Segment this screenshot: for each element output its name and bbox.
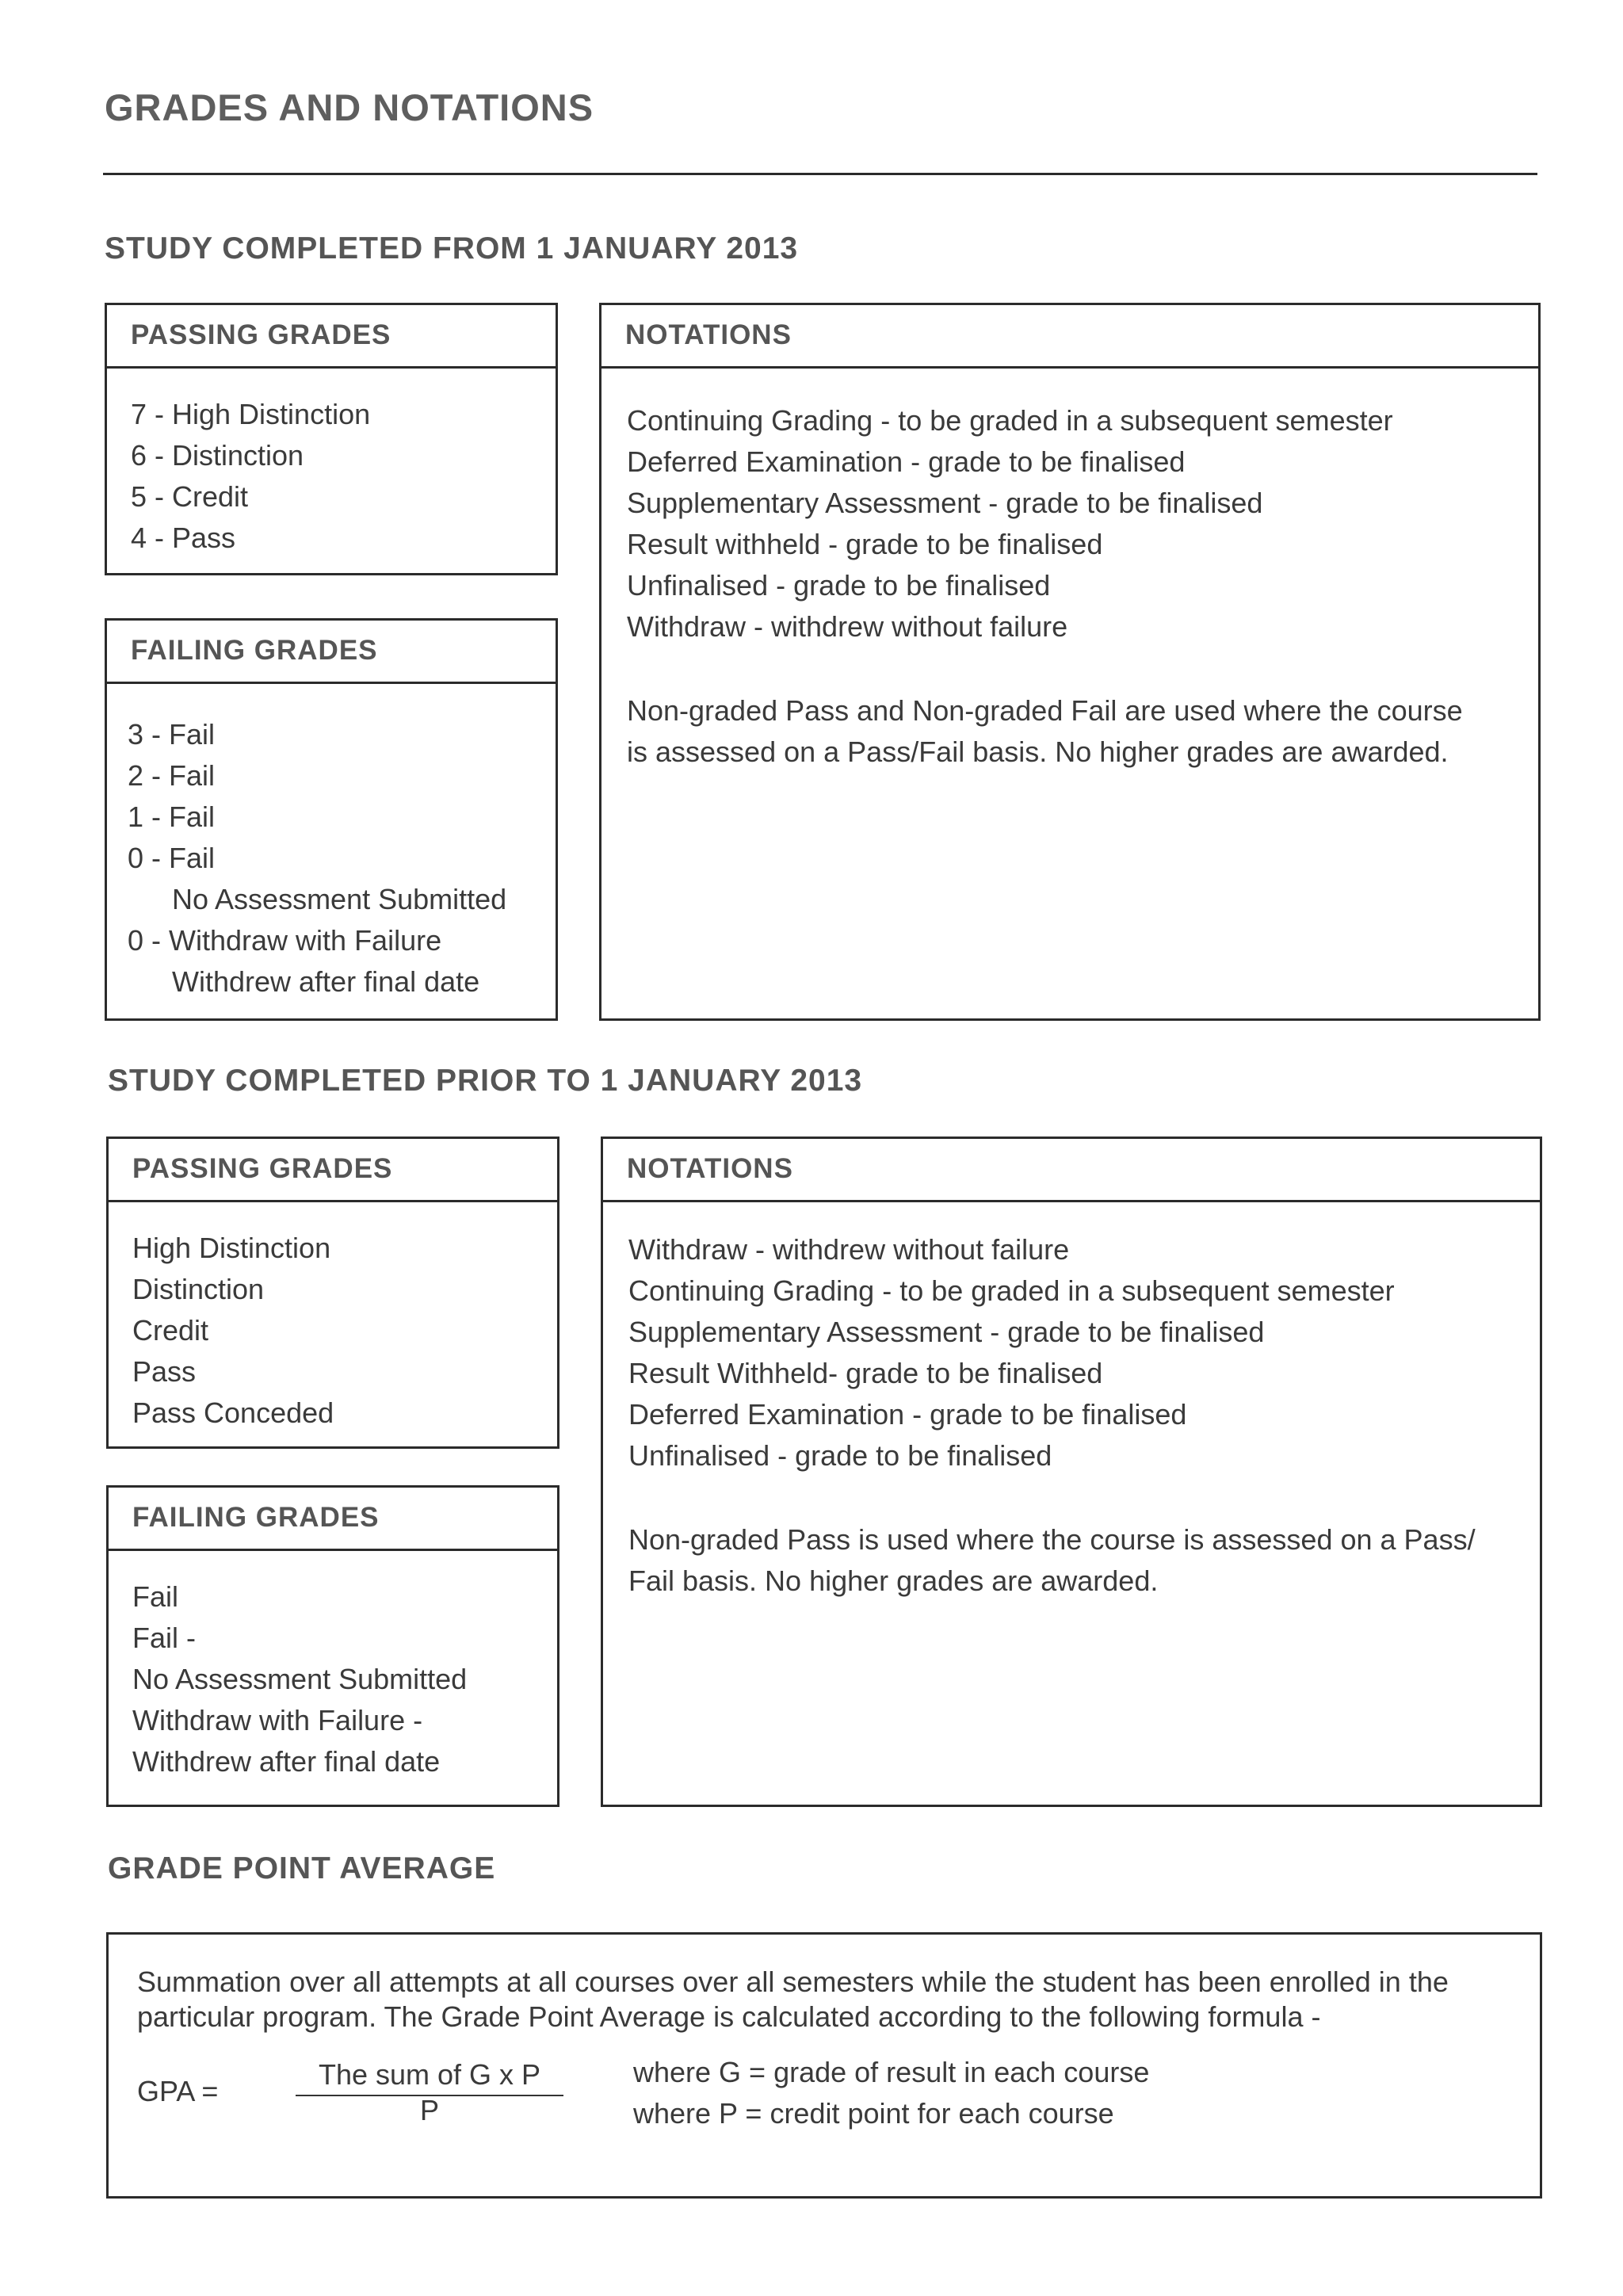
- failing-grades-list: [132, 1576, 467, 1782]
- list-item: 0 - Fail: [128, 842, 216, 874]
- notations-header: NOTATIONS: [601, 305, 1538, 369]
- list-item: 3 - Fail: [128, 718, 216, 751]
- notations-list: [628, 1229, 1395, 1477]
- list-item: Pass Conceded: [132, 1396, 334, 1429]
- note-line: Fail basis. No higher grades are awarded.: [628, 1564, 1159, 1597]
- section-heading-pre-2013: STUDY COMPLETED PRIOR TO 1 JANUARY 2013: [108, 1064, 863, 1098]
- failing-grades-header: FAILING GRADES: [107, 621, 556, 684]
- note-line: is assessed on a Pass/Fail basis. No higher grades are awarded.: [627, 735, 1449, 768]
- list-item: Result Withheld- grade to be finalised: [628, 1357, 1103, 1389]
- list-item: Continuing Grading - to be graded in a subsequent semester: [627, 404, 1393, 437]
- list-item: No Assessment Submitted: [172, 883, 507, 915]
- page-title: GRADES AND NOTATIONS: [105, 86, 594, 128]
- list-item: Withdraw - withdrew without failure: [628, 1233, 1070, 1266]
- notations-box-pre-2013: [601, 1137, 1542, 1807]
- gpa-definitions: [633, 2052, 1149, 2134]
- gpa-description: [137, 1965, 1532, 2034]
- list-item: Unfinalised - grade to be finalised: [627, 569, 1051, 602]
- list-item: Unfinalised - grade to be finalised: [628, 1439, 1052, 1472]
- gpa-desc-line: Summation over all attempts at all courses over all semesters while the student has been enrolled in the: [137, 1966, 1449, 1998]
- section-heading-2013-onward: STUDY COMPLETED FROM 1 JANUARY 2013: [105, 231, 799, 266]
- gpa-numerator: The sum of G x P: [318, 2058, 541, 2091]
- passing-grades-header: PASSING GRADES: [107, 305, 556, 369]
- note-line: Non-graded Pass and Non-graded Fail are used where the course: [627, 694, 1463, 727]
- notations-list: [627, 400, 1393, 648]
- gpa-where-g: where G = grade of result in each course: [633, 2056, 1150, 2088]
- title-divider: [103, 173, 1537, 175]
- failing-grades-box-2013: [105, 618, 558, 1021]
- non-graded-note: [628, 1519, 1524, 1602]
- list-item: 2 - Fail: [128, 759, 216, 792]
- notations-box-2013: [599, 303, 1541, 1021]
- list-item: Pass: [132, 1355, 197, 1388]
- list-item: 5 - Credit: [131, 480, 249, 513]
- list-item: Deferred Examination - grade to be finalised: [627, 445, 1186, 478]
- list-item: Withdrew after final date: [172, 965, 480, 998]
- list-item: Supplementary Assessment - grade to be finalised: [628, 1316, 1265, 1348]
- note-line: Non-graded Pass is used where the course is assessed on a Pass/: [628, 1523, 1476, 1556]
- list-item: 1 - Fail: [128, 800, 216, 833]
- list-item: Withdraw with Failure -: [132, 1704, 423, 1736]
- gpa-heading: GRADE POINT AVERAGE: [108, 1851, 496, 1885]
- non-graded-note: [627, 690, 1514, 773]
- list-item: Deferred Examination - grade to be finalised: [628, 1398, 1187, 1431]
- list-item: Withdraw - withdrew without failure: [627, 610, 1068, 643]
- list-item: High Distinction: [132, 1232, 331, 1264]
- passing-grades-header: PASSING GRADES: [109, 1139, 557, 1202]
- gpa-denominator: P: [419, 2094, 439, 2126]
- passing-grades-list: [132, 1228, 334, 1434]
- list-item: 7 - High Distinction: [131, 398, 371, 430]
- list-item: Withdrew after final date: [132, 1745, 441, 1778]
- list-item: Credit: [132, 1314, 209, 1347]
- list-item: Continuing Grading - to be graded in a subsequent semester: [628, 1274, 1395, 1307]
- list-item: Fail -: [132, 1622, 196, 1654]
- gpa-where-p: where P = credit point for each course: [633, 2097, 1114, 2130]
- failing-grades-box-pre-2013: [106, 1485, 559, 1807]
- list-item: 6 - Distinction: [131, 439, 304, 472]
- failing-grades-header: FAILING GRADES: [109, 1488, 557, 1551]
- list-item: Supplementary Assessment - grade to be finalised: [627, 487, 1263, 519]
- list-item: Distinction: [132, 1273, 265, 1305]
- passing-grades-box-pre-2013: [106, 1137, 559, 1449]
- notations-header: NOTATIONS: [603, 1139, 1540, 1202]
- failing-grades-list: [128, 714, 506, 1003]
- list-item: Fail: [132, 1580, 179, 1613]
- list-item: 0 - Withdraw with Failure: [128, 924, 442, 957]
- passing-grades-box-2013: [105, 303, 558, 575]
- gpa-fraction: [296, 2058, 563, 2125]
- gpa-desc-line: particular program. The Grade Point Average is calculated according to the following formula -: [137, 2000, 1321, 2033]
- gpa-label: GPA =: [137, 2075, 219, 2107]
- gpa-box: [106, 1932, 1542, 2199]
- passing-grades-list: [131, 394, 370, 559]
- list-item: No Assessment Submitted: [132, 1663, 468, 1695]
- list-item: Result withheld - grade to be finalised: [627, 528, 1103, 560]
- list-item: 4 - Pass: [131, 521, 236, 554]
